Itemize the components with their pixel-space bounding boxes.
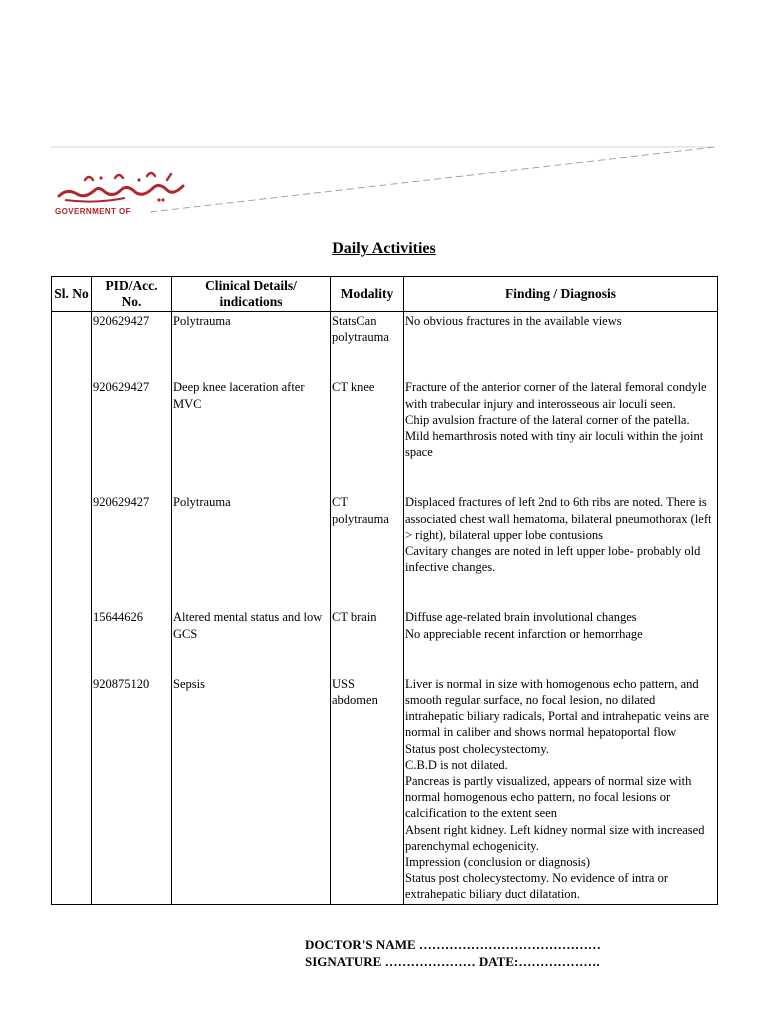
col-header-modality: Modality <box>331 277 404 312</box>
page-title: Daily Activities <box>332 240 436 257</box>
modality-cell: CT polytrauma <box>331 493 404 608</box>
clinical-details-cell: Deep knee laceration after MVC <box>172 378 331 493</box>
pid-cell: 920629427 <box>92 378 172 493</box>
col-header-sl-no: Sl. No <box>52 277 92 312</box>
findings-cell <box>404 378 718 493</box>
col-header-findings: Finding / Diagnosis <box>404 277 718 312</box>
findings-cell <box>404 312 718 379</box>
doctor-name-line: DOCTOR'S NAME …………………………………… <box>305 937 601 952</box>
pid-cell: 15644626 <box>92 608 172 674</box>
table-body <box>52 312 718 905</box>
signature-date-line: SIGNATURE ………………… DATE:………………. <box>305 954 600 969</box>
finding-line: Pancreas is partly visualized, appears of normal size with normal homogenous echo pattern, no focal lesions or calcification to the extent seen <box>405 774 692 821</box>
findings-cell <box>404 675 718 904</box>
government-logo <box>55 168 190 208</box>
findings-cell <box>404 493 718 608</box>
finding-line: No appreciable recent infarction or hemorrhage <box>405 626 643 641</box>
table-row <box>52 493 718 608</box>
findings-cell <box>404 608 718 674</box>
table-row <box>52 312 718 379</box>
finding-line: Status post cholecystectomy. No evidence of intra or extrahepatic biliary duct dilatation. <box>405 871 669 902</box>
logo-subtext: GOVERNMENT OF <box>55 207 131 216</box>
col-header-pid: PID/Acc. No. <box>92 277 172 312</box>
finding-line: Status post cholecystectomy. <box>405 741 549 756</box>
table-row <box>52 675 718 904</box>
finding-line: C.B.D is not dilated. <box>405 757 508 772</box>
table-row <box>52 378 718 493</box>
modality-cell: CT brain <box>331 608 404 674</box>
finding-line: Diffuse age-related brain involutional changes <box>405 610 637 625</box>
finding-line: Fracture of the anterior corner of the lateral femoral condyle with trabecular injury and interosseous air loculi seen. <box>405 380 707 411</box>
modality-cell: StatsCan polytrauma <box>331 312 404 379</box>
finding-line: No obvious fractures in the available views <box>405 314 622 328</box>
col-header-clinical-details: Clinical Details/ indications <box>172 277 331 312</box>
modality-cell: CT knee <box>331 378 404 493</box>
pid-cell: 920875120 <box>92 675 172 904</box>
activities-table <box>51 276 718 905</box>
sl-cell <box>52 608 92 674</box>
table-row <box>52 608 718 674</box>
finding-line: Displaced fractures of left 2nd to 6th ribs are noted. There is associated chest wall hematoma, bilateral pneumothorax (left > right), bilateral upper lobe contusions <box>405 495 712 542</box>
sl-cell <box>52 378 92 493</box>
modality-cell: USS abdomen <box>331 675 404 904</box>
clinical-details-cell: Polytrauma <box>172 493 331 608</box>
finding-line: Impression (conclusion or diagnosis) <box>405 855 591 870</box>
finding-line: Liver is normal in size with homogenous echo pattern, and smooth regular surface, no focal lesion, no dilated intrahepatic biliary radicals, Portal and intrahepatic veins are normal in caliber and shows normal hepatoportal flow <box>405 676 710 740</box>
finding-line: Chip avulsion fracture of the lateral corner of the patella. Mild hemarthrosis noted with tiny air loculi within the joint space <box>405 412 704 460</box>
table-header-row <box>52 277 718 312</box>
finding-line: Cavitary changes are noted in left upper lobe- probably old infective changes. <box>405 544 701 575</box>
pid-cell: 920629427 <box>92 493 172 608</box>
sl-cell <box>52 312 92 379</box>
finding-line: Absent right kidney. Left kidney normal size with increased parenchymal echogenicity. <box>405 822 705 853</box>
clinical-details-cell: Altered mental status and low GCS <box>172 608 331 674</box>
sl-cell <box>52 675 92 904</box>
clinical-details-cell: Polytrauma <box>172 312 331 379</box>
sl-cell <box>52 493 92 608</box>
clinical-details-cell: Sepsis <box>172 675 331 904</box>
pid-cell: 920629427 <box>92 312 172 379</box>
